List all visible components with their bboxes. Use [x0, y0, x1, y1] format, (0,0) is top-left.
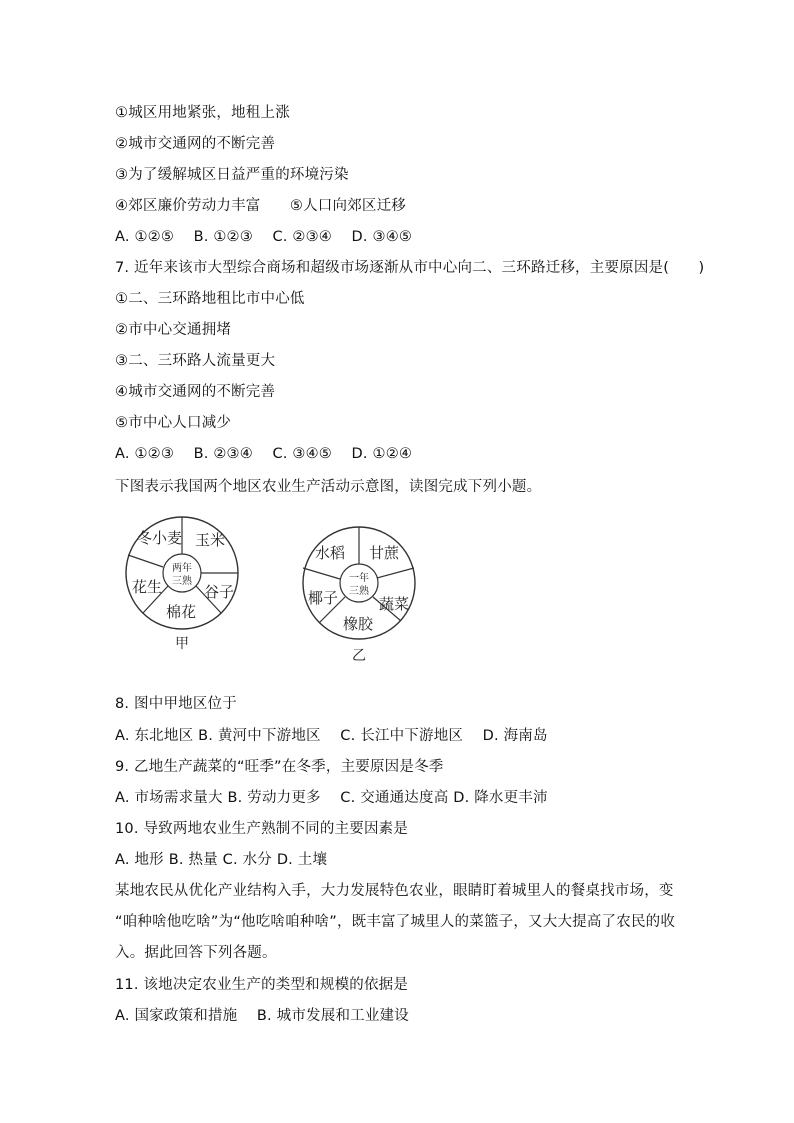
center-yi-2: 三熟 [349, 586, 369, 597]
crop-yi-2: 蔬菜 [379, 595, 410, 613]
q6-option-4-5: ④郊区廉价劳动力丰富 ⑤人口向郊区迁移 [115, 198, 406, 214]
q11-stem: 11. 该地决定农业生产的类型和规模的依据是 [115, 977, 409, 993]
crop-jia-1: 玉米 [195, 531, 226, 549]
wheel-jia [126, 517, 238, 652]
q11-choices: A. 国家政策和措施 B. 城市发展和工业建设 [115, 1008, 409, 1024]
q7-stem: 7. 近年来该市大型综合商场和超级市场逐渐从市中心向二、三环路迁移，主要原因是( ) [115, 260, 705, 276]
q7-choices: A. ①②③ B. ②③④ C. ③④⑤ D. ①②④ [115, 446, 413, 462]
crop-yi-0: 水稻 [315, 544, 346, 562]
q9-stem: 9. 乙地生产蔬菜的“旺季”在冬季，主要原因是冬季 [115, 759, 444, 775]
crop-jia-0: 冬小麦 [137, 529, 183, 547]
q7-option-5: ⑤市中心人口减少 [115, 415, 232, 431]
q8-stem: 8. 图中甲地区位于 [115, 696, 237, 712]
figure-intro: 下图表示我国两个地区农业生产活动示意图，读图完成下列小题。 [115, 479, 542, 495]
q8-choices: A. 东北地区 B. 黄河中下游地区 C. 长江中下游地区 D. 海南岛 [115, 728, 548, 744]
q6-option-2: ②城市交通网的不断完善 [115, 136, 276, 152]
q6-option-1: ①城区用地紧张，地租上涨 [115, 105, 290, 121]
center-yi-1: 一年 [349, 573, 369, 584]
q10-stem: 10. 导致两地农业生产熟制不同的主要因素是 [115, 821, 409, 837]
crop-yi-3: 橡胶 [343, 615, 374, 633]
center-jia-2: 三熟 [172, 576, 192, 587]
center-jia-1: 两年 [172, 563, 192, 574]
q6-option-3: ③为了缓解城区日益严重的环境污染 [115, 167, 349, 183]
label-jia: 甲 [175, 636, 189, 652]
passage-intro: 某地农民从优化产业结构入手，大力发展特色农业，眼睛盯着城里人的餐桌找市场，变 “咱种啥他吃啥”为“他吃啥咱种啥”，既丰富了城里人的菜篮子，又大大提高了农民的收入。据此回答下列各题。 [115, 883, 676, 961]
q7-option-1: ①二、三环路地租比市中心低 [115, 291, 305, 307]
q7-option-3: ③二、三环路人流量更大 [115, 353, 276, 369]
q10-choices: A. 地形 B. 热量 C. 水分 D. 土壤 [115, 852, 328, 868]
crop-yi-4: 椰子 [308, 589, 339, 607]
crop-jia-4: 花生 [132, 578, 163, 596]
crop-jia-2: 谷子 [204, 583, 235, 601]
label-yi: 乙 [352, 648, 366, 664]
q9-choices: A. 市场需求量大 B. 劳动力更多 C. 交通通达度高 D. 降水更丰沛 [115, 790, 548, 806]
q7-option-4: ④城市交通网的不断完善 [115, 384, 276, 400]
crop-jia-3: 棉花 [166, 603, 197, 621]
q6-choices: A. ①②⑤ B. ①②③ C. ②③④ D. ③④⑤ [115, 229, 413, 245]
agriculture-figure [115, 505, 445, 675]
q7-option-2: ②市中心交通拥堵 [115, 322, 232, 338]
agriculture-wheels [115, 505, 445, 675]
crop-yi-1: 甘蔗 [369, 544, 400, 562]
wheel-yi [303, 527, 415, 664]
